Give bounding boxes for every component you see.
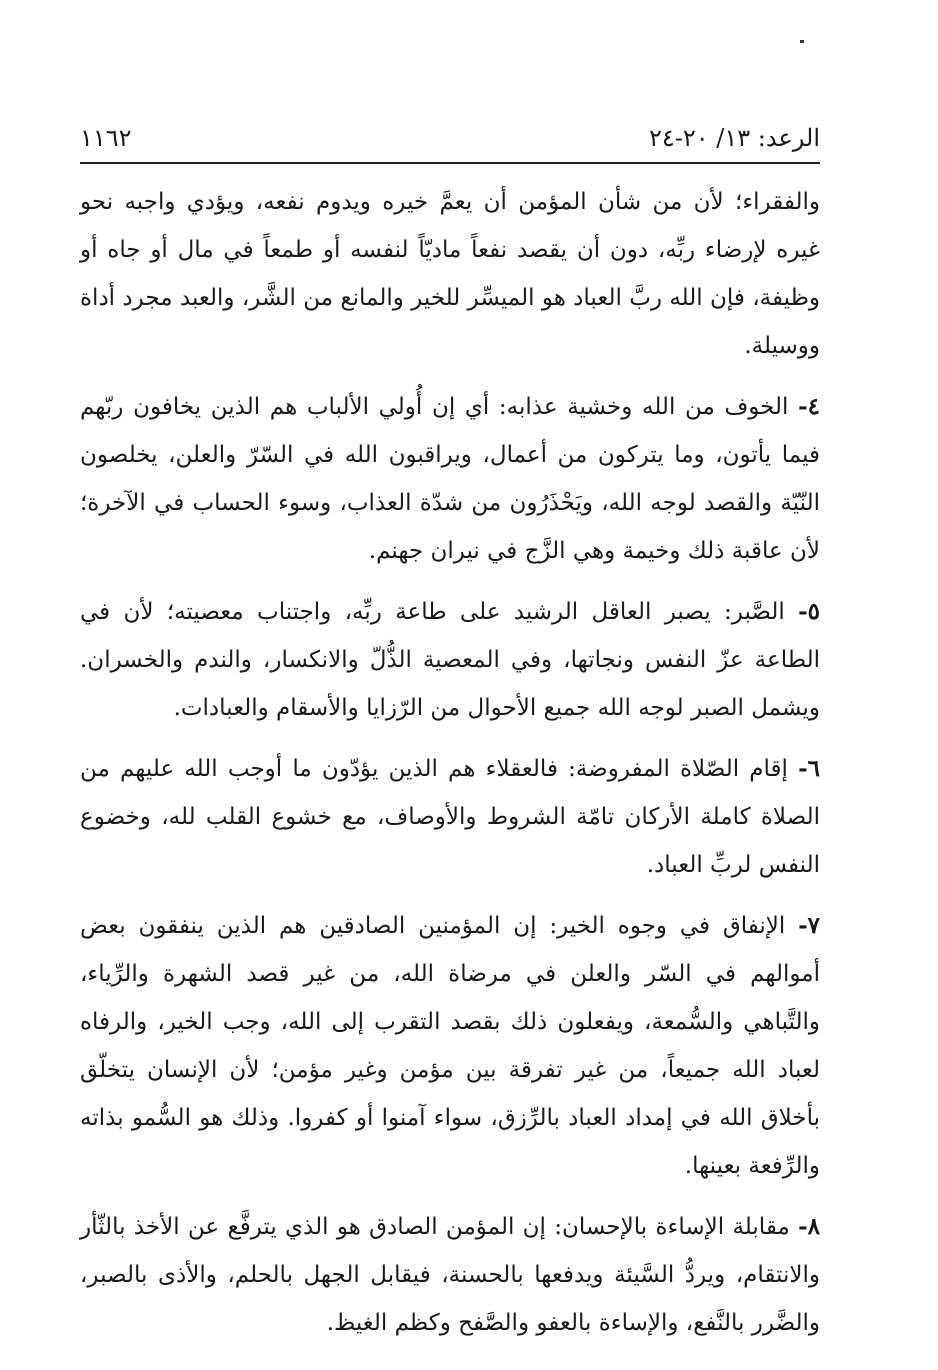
paragraph-text: الصَّبر: يصبر العاقل الرشيد على طاعة ربِّه، واجتناب معصيته؛ لأن في الطاعة عزّ النفس ونجاتها، وفي المعصية الذُّلّ والانكسار، والندم والخسران. ويشمل الصبر لوجه الله جميع الأحوال من الرّزايا والأسقام والعبادات. [80,599,820,721]
running-title: الرعد: ١٣/ ٢٠-٢٤ [648,124,820,152]
page-header [80,118,820,158]
item-number: ٧- [798,912,821,939]
paragraph-text: الخوف من الله وخشية عذابه: أي إن أُولي الألباب هم الذين يخافون ربّهم فيما يأتون، وما يتركون من أعمال، ويراقبون الله في السّرّ والعلن، يخلصون النّيّة والقصد لوجه الله، ويَحْذَرُون من شدّة العذاب، وسوء الحساب في الآخرة؛ لأن عاقبة ذلك وخيمة وهي الزَّج في نيران جهنم. [80,394,821,564]
page-number: ١١٦٢ [80,124,132,152]
scan-speck [800,40,804,43]
item-number: ٨- [798,1213,821,1240]
paragraph-continuation [80,178,820,370]
paragraph-text: الإنفاق في وجوه الخير: إن المؤمنين الصادقين هم الذين ينفقون بعض أموالهم في السّر والعلن في مرضاة الله، من غير قصد الشهرة والرِّياء، والتَّباهي والسُّمعة، ويفعلون ذلك بقصد التقرب إلى الله، وجب الخير، والرفاه لعباد الله جميعاً، من غير تفرقة بين مؤمن وغير مؤمن؛ لأن الإنسان يتخلّق بأخلاق الله في إمداد العباد بالرِّزق، سواء آمنوا أو كفروا. وذلك هو السُّمو بذاته والرِّفعة بعينها. [80,913,820,1179]
paragraph-text: والفقراء؛ لأن من شأن المؤمن أن يعمَّ خيره ويدوم نفعه، ويؤدي واجبه نحو غيره لإرضاء ربِّه، دون أن يقصد نفعاً ماديّاً لنفسه أو طمعاً في مال أو جاه أو وظيفة، فإن الله ربَّ العباد هو الميسِّر للخير والمانع من الشَّر، والعبد مجرد أداة ووسيلة. [80,189,820,359]
item-number: ٤- [798,393,820,420]
paragraph-text: إقام الصّلاة المفروضة: فالعقلاء هم الذين يؤدّون ما أوجب الله عليهم من الصلاة كاملة الأركان تامّة الشروط والأوصاف، مع خشوع القلب لله، وخضوع النفس لربِّ العباد. [80,756,820,878]
item-number: ٥- [798,598,820,625]
page-body [80,178,820,1360]
paragraph-item-5 [80,588,820,732]
header-rule [80,162,820,164]
paragraph-item-4 [80,383,820,575]
paragraph-item-8 [80,1203,820,1347]
paragraph-item-6 [80,745,820,889]
paragraph-text: مقابلة الإساءة بالإحسان: إن المؤمن الصادق هو الذي يترفَّع عن الأخذ بالثّأر والانتقام، ويردُّ السَّيئة ويدفعها بالحسنة، فيقابل الجهل بالحلم، والأذى بالصبر، والضَّرر بالنَّفع، والإساءة بالعفو والصَّفح وكظم الغيظ. [80,1214,820,1336]
item-number: ٦- [798,755,821,782]
paragraph-item-7 [80,902,820,1190]
